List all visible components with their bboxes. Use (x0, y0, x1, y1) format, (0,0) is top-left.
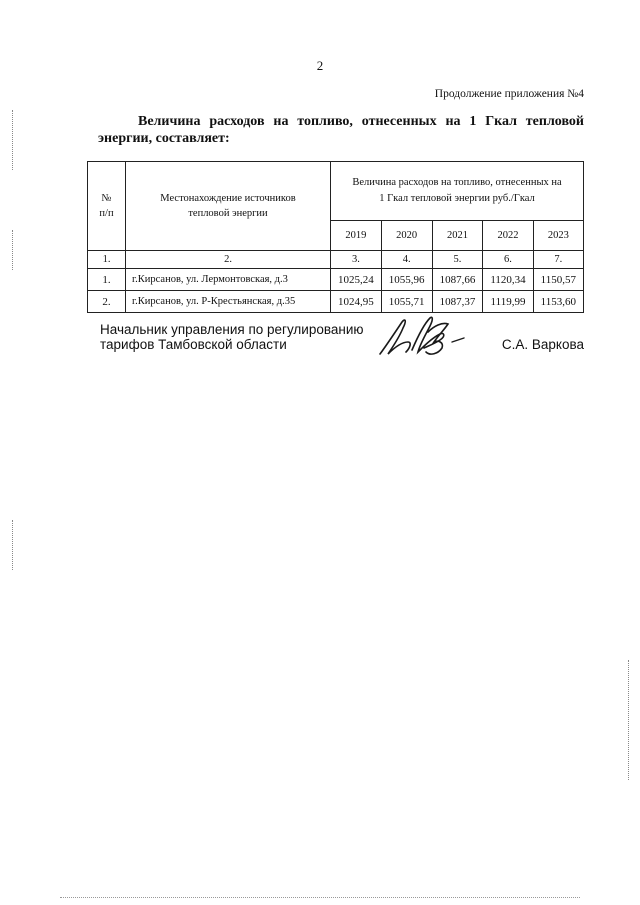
header-year: 2019 (331, 220, 382, 250)
index-cell: 3. (331, 251, 382, 269)
row-number: 1. (88, 269, 126, 291)
header-year: 2021 (432, 220, 483, 250)
table-row (88, 291, 584, 313)
value-cell: 1153,60 (533, 291, 583, 313)
header-location (126, 162, 331, 251)
signatory-title (100, 322, 364, 352)
left-margin-dots (12, 520, 14, 570)
bottom-margin-dots (60, 897, 580, 898)
page-number: 2 (316, 58, 324, 73)
index-cell: 5. (432, 251, 483, 269)
table-row (88, 269, 584, 291)
index-cell: 2. (126, 251, 331, 269)
left-margin-dots (12, 110, 14, 170)
signatory-title-line2: тарифов Тамбовской области (100, 337, 287, 352)
appendix-note: Продолжение приложения №4 (434, 88, 584, 100)
header-number-line2: п/п (99, 208, 114, 219)
fuel-cost-table (87, 161, 584, 313)
header-year: 2020 (381, 220, 432, 250)
header-group-line1: Величина расходов на топливо, отнесенных на (352, 176, 562, 188)
table-index-row (88, 251, 584, 269)
value-cell: 1087,37 (432, 291, 483, 313)
signatory-title-line1: Начальник управления по регулированию (100, 322, 364, 337)
table-header-row (88, 162, 584, 221)
row-location: г.Кирсанов, ул. Лермонтовская, д.3 (126, 269, 331, 291)
header-location-line2: тепловой энергии (188, 208, 268, 219)
handwritten-signature (372, 312, 468, 360)
index-cell: 1. (88, 251, 126, 269)
header-year: 2023 (533, 220, 583, 250)
right-margin-dots (628, 660, 630, 780)
header-location-line1: Местонахождение источников (160, 193, 296, 204)
header-fuel-cost-group (331, 162, 584, 221)
value-cell: 1119,99 (483, 291, 533, 313)
header-number (88, 162, 126, 251)
intro-paragraph: Величина расходов на топливо, отнесенных на 1 Гкал тепловой энергии, составляет: (98, 114, 584, 146)
index-cell: 7. (533, 251, 583, 269)
index-cell: 6. (483, 251, 533, 269)
value-cell: 1024,95 (331, 291, 382, 313)
row-location: г.Кирсанов, ул. Р-Крестьянская, д.35 (126, 291, 331, 313)
header-group-line2: 1 Гкал тепловой энергии руб./Гкал (379, 192, 535, 204)
header-year: 2022 (483, 220, 533, 250)
header-number-line1: № (101, 193, 112, 204)
value-cell: 1120,34 (483, 269, 533, 291)
value-cell: 1055,96 (381, 269, 432, 291)
value-cell: 1150,57 (533, 269, 583, 291)
value-cell: 1087,66 (432, 269, 483, 291)
row-number: 2. (88, 291, 126, 313)
index-cell: 4. (381, 251, 432, 269)
signer-name: С.А. Варкова (501, 337, 584, 352)
value-cell: 1055,71 (381, 291, 432, 313)
left-margin-dots (12, 230, 14, 270)
value-cell: 1025,24 (331, 269, 382, 291)
